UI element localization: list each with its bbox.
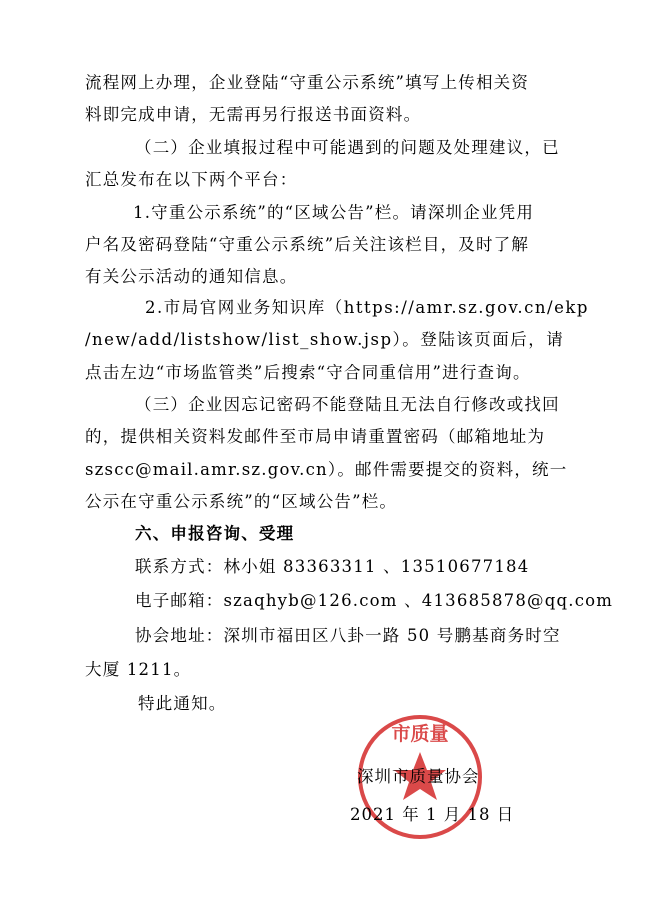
contact-label: 联系方式： [135, 557, 224, 576]
address-line [135, 625, 561, 647]
paragraph-line: 公示在守重公示系统”的“区域公告”栏。 [85, 492, 398, 511]
paragraph-line: 流程网上办理，企业登陆“守重公示系统”填写上传相关资 [85, 73, 530, 92]
email-line [135, 590, 613, 612]
paragraph-line: 1.守重公示系统”的“区域公告”栏。请深圳企业凭用 [133, 203, 535, 222]
closing-text: 特此通知。 [138, 694, 227, 713]
paragraph-line: 料即完成申请，无需再另行报送书面资料。 [85, 105, 422, 124]
seal-text: 市质量 [391, 723, 449, 745]
paragraph-line: （二）企业填报过程中可能遇到的问题及处理建议，已 [135, 138, 560, 157]
paragraph-line: 有关公示活动的通知信息。 [85, 267, 298, 286]
paragraph-line: （三）企业因忘记密码不能登陆且无法自行修改或找回 [135, 395, 560, 414]
paragraph-line: /new/add/listshow/list_show.jsp）。登陆该页面后，请 [85, 330, 565, 349]
paragraph-line: 点击左边“市场监管类”后搜索“守合同重信用”进行查询。 [85, 363, 531, 382]
email-value: szaqhyb@126.com 、413685878@qq.com [223, 591, 614, 610]
address-value: 深圳市福田区八卦一路 50 号鹏基商务时空 [223, 626, 561, 645]
paragraph-line: 的，提供相关资料发邮件至市局申请重置密码（邮箱地址为 [85, 427, 546, 446]
address-label: 协会地址： [135, 626, 224, 645]
paragraph-line: szscc@mail.amr.sz.gov.cn）。邮件需要提交的资料，统一 [85, 460, 568, 479]
paragraph-line: 户名及密码登陆“守重公示系统”后关注该栏目，及时了解 [85, 235, 530, 254]
signature-date: 2021 年 1 月 18 日 [350, 805, 515, 824]
contact-line [135, 556, 529, 578]
section-heading: 六、申报咨询、受理 [135, 524, 295, 543]
paragraph-line: 2.市局官网业务知识库（https://amr.sz.gov.cn/ekp [145, 298, 589, 317]
signature-organization: 深圳市质量协会 [357, 767, 480, 786]
email-label: 电子邮箱： [135, 591, 224, 610]
paragraph-line: 汇总发布在以下两个平台： [85, 170, 298, 189]
address-continuation: 大厦 1211。 [85, 660, 192, 679]
contact-value: 林小姐 83363311 、13510677184 [223, 557, 530, 576]
